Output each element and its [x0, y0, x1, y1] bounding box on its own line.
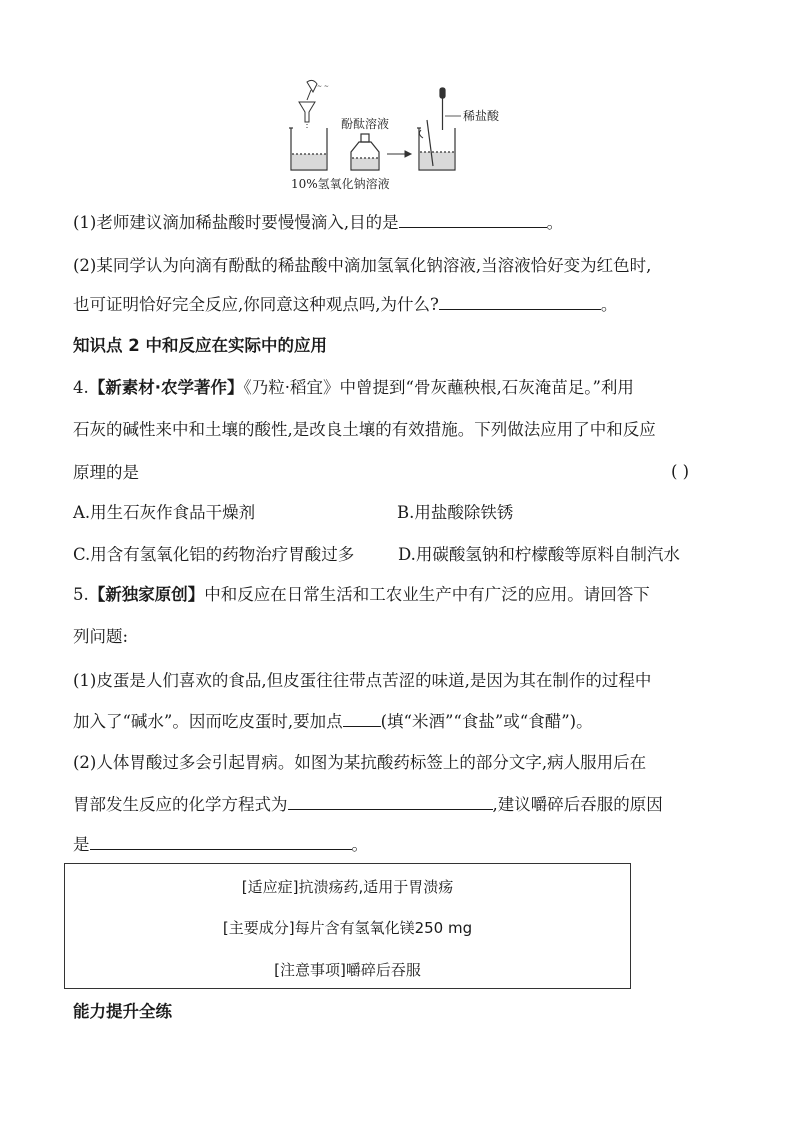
drug-label-ingredient: [主要成分]每片含有氢氧化镁250 mg [222, 919, 473, 937]
q5-sub2-line1: (2)人体胃酸过多会引起胃病。如图为某抗酸药标签上的部分文字,病人服用后在 [73, 753, 647, 772]
section-heading: 能力提升全练 [73, 1002, 172, 1021]
beaker-naoh-icon [289, 128, 327, 170]
q5-tag: 【新独家原创】 [88, 585, 205, 604]
dropper-icon [307, 80, 329, 100]
figure-label-acid: 稀盐酸 [463, 109, 500, 123]
q5-sub1-line1: (1)皮蛋是人们喜欢的食品,但皮蛋往往带点苦涩的味道,是因为其在制作的过程中 [73, 671, 652, 690]
q4-line2: 石灰的碱性来中和土壤的酸性,是改良土壤的有效措施。下列做法应用了中和反应 [73, 420, 656, 439]
q5-line2: 列问题: [73, 627, 129, 646]
q5-sub1-line2: 加入了“碱水”。因而吃皮蛋时,要加点 (填“米酒”“食盐”或“食醋”)。 [73, 712, 593, 731]
answer-blank[interactable] [90, 833, 352, 850]
q3-sub2-line2: 也可证明恰好完全反应,你同意这种观点吗,为什么? 。 [73, 295, 618, 314]
dropper-acid-icon [440, 88, 461, 130]
drug-label-box [64, 863, 631, 989]
drug-label-notice: [注意事项]嚼碎后吞服 [274, 961, 421, 979]
q4-option-c: C.用含有氢氧化铝的药物治疗胃酸过多 [73, 545, 355, 564]
q4-option-a: A.用生石灰作食品干燥剂 [73, 503, 256, 522]
q5-line1: 5.【新独家原创】中和反应在日常生活和工农业生产中有广泛的应用。请回答下 [73, 585, 650, 604]
q4-tag: 【新素材·农学著作】 [88, 378, 244, 397]
experiment-figure [285, 78, 535, 196]
answer-blank[interactable] [399, 211, 547, 228]
q4-line3: 原理的是 [73, 463, 139, 482]
figure-label-phenolphthalein: 酚酞溶液 [341, 117, 390, 131]
bottle-phenolphthalein-icon [351, 134, 379, 170]
q4-option-b: B.用盐酸除铁锈 [397, 503, 514, 522]
q4-option-d: D.用碳酸氢钠和柠檬酸等原料自制汽水 [398, 545, 680, 564]
q5-sub2-line2: 胃部发生反应的化学方程式为 ,建议嚼碎后吞服的原因 [73, 795, 663, 814]
drug-label-indication: [适应症]抗溃疡药,适用于胃溃疡 [241, 878, 454, 896]
q4-line1: 4.【新素材·农学著作】《乃粒·稻宜》中曾提到“骨灰蘸秧根,石灰淹苗足。”利用 [73, 378, 634, 397]
section-heading: 知识点 2 中和反应在实际中的应用 [73, 336, 327, 355]
q5-sub2-line3: 是 。 [73, 835, 368, 854]
arrow-icon [387, 151, 411, 157]
answer-blank[interactable] [439, 293, 601, 310]
beaker-mixture-icon [417, 120, 455, 170]
q3-sub2-line1: (2)某同学认为向滴有酚酞的稀盐酸中滴加氢氧化钠溶液,当溶液恰好变为红色时, [73, 256, 652, 275]
svg-text:~ ~: ~ ~ [317, 83, 329, 90]
funnel-icon [299, 102, 315, 128]
figure-label-naoh: 10%氢氧化钠溶液 [291, 177, 390, 191]
answer-blank[interactable] [288, 793, 493, 810]
q3-sub1: (1)老师建议滴加稀盐酸时要慢慢滴入,目的是 。 [73, 213, 564, 232]
answer-blank[interactable] [343, 710, 381, 727]
answer-paren[interactable]: ( ) [671, 462, 690, 481]
